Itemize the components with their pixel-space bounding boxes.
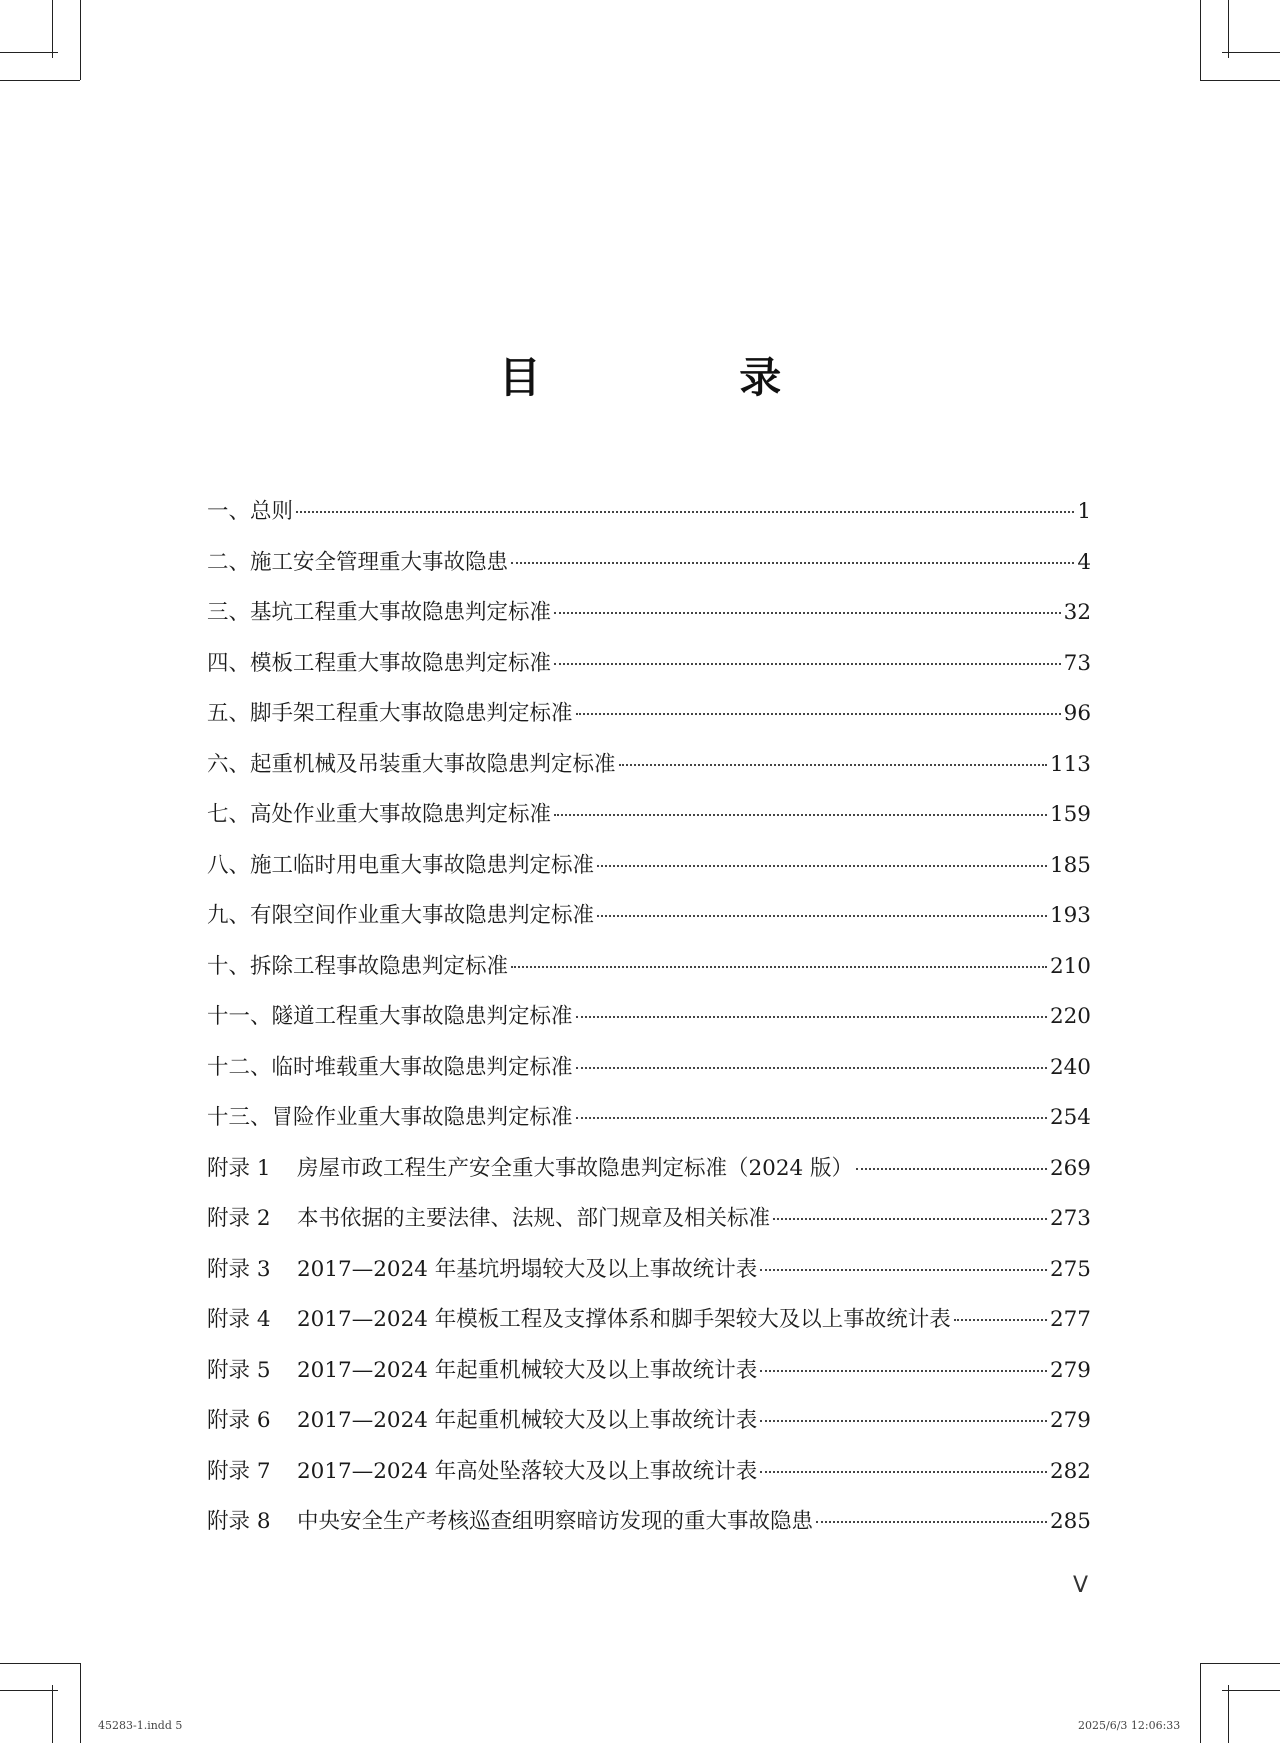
slug-timestamp: 2025/6/3 12:06:33 — [1078, 1719, 1181, 1732]
toc-entry[interactable] — [207, 497, 1091, 548]
toc-entry-label — [207, 1103, 573, 1133]
toc-entry-number: 十、 — [207, 953, 251, 979]
dot-leader — [816, 1521, 1047, 1523]
crop-mark — [80, 1663, 81, 1743]
dot-leader — [511, 562, 1074, 564]
toc-entry-page: 240 — [1049, 1054, 1091, 1080]
toc-entry-title: 2017—2024 年高处坠落较大及以上事故统计表 — [297, 1458, 758, 1484]
crop-mark — [80, 0, 81, 80]
toc-entry-title: 2017—2024 年模板工程及支撑体系和脚手架较大及以上事故统计表 — [297, 1307, 951, 1332]
appendix-entry[interactable] — [207, 1356, 1091, 1407]
crop-mark — [1200, 1663, 1201, 1743]
toc-entry-number: 附录 3 — [207, 1256, 271, 1282]
toc-entry[interactable] — [207, 1002, 1091, 1053]
toc-entry-title: 隧道工程重大事故隐患判定标准 — [271, 1004, 573, 1029]
toc-entry-number: 十一、 — [207, 1004, 272, 1029]
page-number: V — [1073, 1573, 1089, 1598]
toc-entry-title: 有限空间作业重大事故隐患判定标准 — [250, 903, 595, 928]
appendix-entry[interactable] — [207, 1507, 1091, 1558]
toc-entry-title: 基坑工程重大事故隐患判定标准 — [250, 600, 552, 625]
toc-entry-page: 220 — [1049, 1004, 1091, 1029]
toc-entry-page: 273 — [1049, 1206, 1091, 1231]
toc-entry-title: 模板工程重大事故隐患判定标准 — [250, 650, 552, 676]
toc-entry-label — [207, 1154, 853, 1184]
toc-entry-page: 96 — [1063, 701, 1091, 726]
toc-entry[interactable] — [207, 548, 1091, 599]
dot-leader — [954, 1319, 1047, 1321]
toc-entry-label — [207, 901, 594, 931]
appendix-entry[interactable] — [207, 1305, 1091, 1356]
toc-entry-page: 285 — [1049, 1509, 1091, 1534]
dot-leader — [773, 1218, 1047, 1220]
toc-entry-label — [207, 598, 551, 628]
toc-entry-title: 2017—2024 年基坑坍塌较大及以上事故统计表 — [297, 1256, 758, 1282]
page-title: 目 录 — [498, 353, 874, 402]
dot-leader — [554, 814, 1047, 816]
dot-leader — [619, 764, 1047, 766]
toc-entry[interactable] — [207, 952, 1091, 1003]
toc-entry-page: 282 — [1049, 1458, 1091, 1484]
toc-entry-page: 4 — [1077, 549, 1091, 575]
toc-entry-page: 279 — [1049, 1357, 1091, 1383]
toc-entry-page: 254 — [1049, 1105, 1091, 1130]
dot-leader — [760, 1471, 1047, 1473]
crop-mark — [1200, 0, 1201, 80]
toc-entry-label — [207, 952, 508, 982]
crop-mark — [1222, 52, 1280, 53]
dot-leader — [760, 1370, 1047, 1372]
toc-entry[interactable] — [207, 598, 1091, 649]
toc-entry-page: 279 — [1049, 1408, 1091, 1433]
toc-entry-page: 32 — [1063, 600, 1091, 625]
toc-entry-number: 七、 — [207, 802, 251, 827]
toc-entry-title: 高处作业重大事故隐患判定标准 — [250, 802, 552, 827]
toc-entry-number: 附录 8 — [207, 1509, 271, 1534]
toc-entry-number: 五、 — [207, 701, 251, 726]
toc-entry-title: 房屋市政工程生产安全重大事故隐患判定标准（2024 版） — [297, 1155, 854, 1181]
toc-entry[interactable] — [207, 1103, 1091, 1154]
dot-leader — [597, 865, 1047, 867]
toc-entry-number: 三、 — [207, 600, 251, 625]
toc-entry-label — [207, 750, 616, 780]
toc-entry-label — [207, 649, 551, 679]
toc-entry[interactable] — [207, 800, 1091, 851]
slug-file: 45283-1.indd 5 — [98, 1719, 183, 1732]
toc-entry[interactable] — [207, 1053, 1091, 1104]
toc-entry-title: 总则 — [250, 499, 294, 524]
toc-entry-number: 九、 — [207, 903, 251, 928]
toc-entry-number: 二、 — [207, 549, 251, 575]
table-of-contents — [207, 497, 1091, 1558]
toc-entry-title: 临时堆载重大事故隐患判定标准 — [271, 1054, 573, 1080]
toc-entry-label — [207, 851, 594, 881]
dot-leader — [760, 1420, 1047, 1422]
toc-entry-title: 冒险作业重大事故隐患判定标准 — [271, 1105, 573, 1130]
dot-leader — [576, 1067, 1047, 1069]
crop-mark — [0, 52, 58, 53]
toc-entry-label — [207, 1406, 757, 1436]
toc-entry-title: 2017—2024 年起重机械较大及以上事故统计表 — [297, 1408, 758, 1433]
toc-entry[interactable] — [207, 901, 1091, 952]
dot-leader — [554, 663, 1061, 665]
toc-entry-label — [207, 1204, 770, 1234]
toc-entry-label — [207, 1255, 757, 1285]
crop-mark — [1200, 80, 1280, 81]
toc-entry-number: 附录 7 — [207, 1458, 271, 1484]
toc-entry-page: 193 — [1049, 903, 1091, 928]
dot-leader — [554, 612, 1061, 614]
toc-entry-page: 159 — [1049, 802, 1091, 827]
toc-entry-title: 起重机械及吊装重大事故隐患判定标准 — [250, 751, 616, 777]
dot-leader — [576, 713, 1061, 715]
appendix-entry[interactable] — [207, 1204, 1091, 1255]
toc-entry[interactable] — [207, 851, 1091, 902]
toc-entry-page: 1 — [1077, 499, 1091, 524]
toc-entry-number: 一、 — [207, 499, 251, 524]
toc-entry-title: 施工安全管理重大事故隐患 — [250, 549, 509, 575]
crop-mark — [0, 1690, 58, 1691]
dot-leader — [597, 915, 1047, 917]
toc-entry-label — [207, 548, 508, 578]
crop-mark — [0, 80, 80, 81]
toc-entry[interactable] — [207, 750, 1091, 801]
appendix-entry[interactable] — [207, 1406, 1091, 1457]
toc-entry-number: 十二、 — [207, 1054, 272, 1080]
appendix-entry[interactable] — [207, 1457, 1091, 1508]
toc-entry[interactable] — [207, 699, 1091, 750]
toc-entry-label — [207, 699, 573, 729]
toc-entry-title: 2017—2024 年起重机械较大及以上事故统计表 — [297, 1357, 758, 1383]
toc-entry-title: 拆除工程事故隐患判定标准 — [250, 953, 509, 979]
toc-entry-label — [207, 1002, 573, 1032]
dot-leader — [856, 1168, 1047, 1170]
toc-entry-number: 附录 6 — [207, 1408, 271, 1433]
toc-entry-title: 本书依据的主要法律、法规、部门规章及相关标准 — [297, 1206, 771, 1231]
crop-mark — [1228, 0, 1229, 58]
toc-entry-page: 210 — [1049, 953, 1091, 979]
toc-entry[interactable] — [207, 649, 1091, 700]
dot-leader — [296, 511, 1074, 513]
toc-entry-page: 277 — [1049, 1307, 1091, 1332]
crop-mark — [0, 1663, 80, 1664]
toc-entry-number: 十三、 — [207, 1105, 272, 1130]
dot-leader — [511, 966, 1047, 968]
toc-entry-number: 六、 — [207, 751, 251, 777]
toc-entry-page: 185 — [1049, 852, 1091, 878]
appendix-entry[interactable] — [207, 1255, 1091, 1306]
crop-mark — [52, 0, 53, 58]
dot-leader — [576, 1016, 1047, 1018]
toc-entry-title: 中央安全生产考核巡查组明察暗访发现的重大事故隐患 — [297, 1509, 814, 1534]
toc-entry-number: 八、 — [207, 852, 251, 878]
toc-entry-label — [207, 497, 293, 527]
toc-entry-label — [207, 800, 551, 830]
toc-entry-number: 附录 4 — [207, 1307, 271, 1332]
toc-entry-title: 施工临时用电重大事故隐患判定标准 — [250, 852, 595, 878]
toc-entry-number: 四、 — [207, 650, 251, 676]
crop-mark — [1200, 1663, 1280, 1664]
toc-entry-label — [207, 1053, 573, 1083]
appendix-entry[interactable] — [207, 1154, 1091, 1205]
crop-mark — [52, 1685, 53, 1743]
toc-entry-number: 附录 2 — [207, 1206, 271, 1231]
crop-mark — [1228, 1685, 1229, 1743]
toc-entry-page: 275 — [1049, 1256, 1091, 1282]
toc-entry-page: 73 — [1063, 650, 1091, 676]
dot-leader — [760, 1269, 1047, 1271]
toc-entry-label — [207, 1507, 813, 1537]
dot-leader — [576, 1117, 1047, 1119]
toc-entry-label — [207, 1356, 757, 1386]
toc-entry-label — [207, 1457, 757, 1487]
toc-entry-label — [207, 1305, 951, 1335]
toc-entry-number: 附录 5 — [207, 1357, 271, 1383]
toc-entry-number: 附录 1 — [207, 1155, 271, 1181]
toc-entry-page: 269 — [1049, 1155, 1091, 1181]
toc-entry-title: 脚手架工程重大事故隐患判定标准 — [250, 701, 573, 726]
toc-entry-page: 113 — [1049, 751, 1091, 777]
crop-mark — [1222, 1690, 1280, 1691]
